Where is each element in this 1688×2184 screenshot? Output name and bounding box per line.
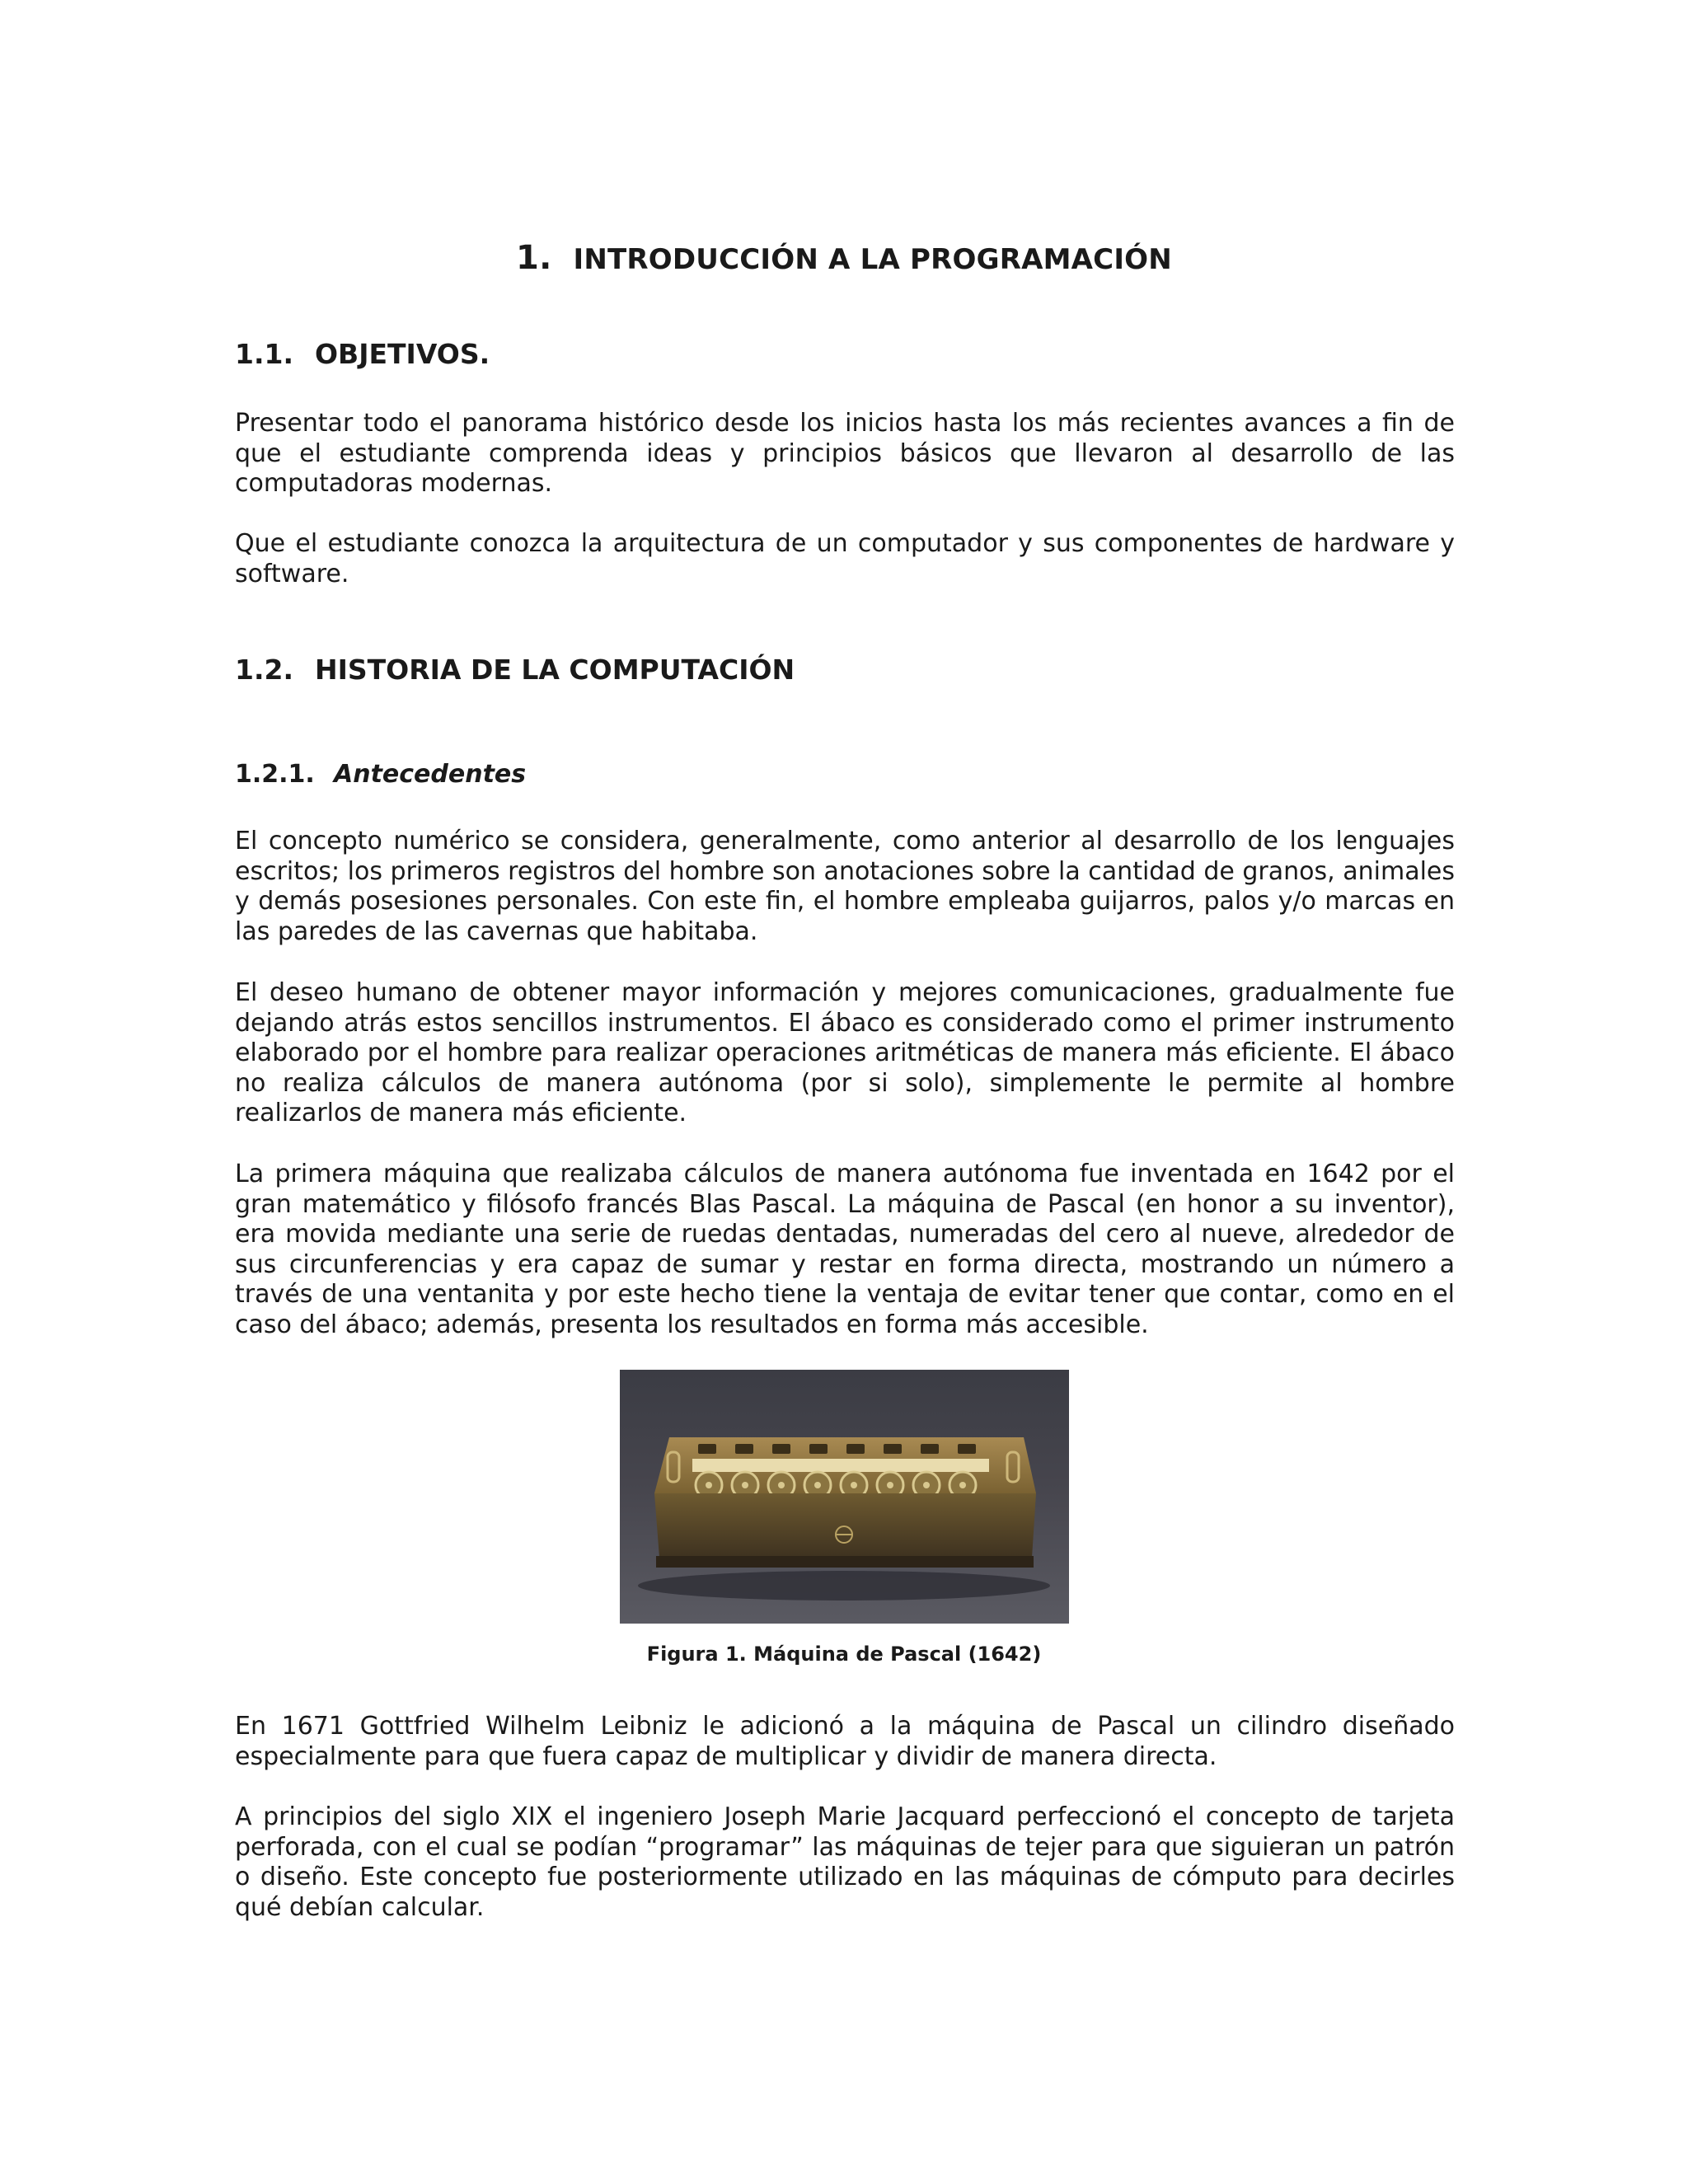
antecedentes-paragraph-3: La primera máquina que realizaba cálculos de manera autónoma fue inventada en 1642 por el gran matemático y filósofo francés Blas Pascal. La máquina de Pascal (en honor a su inventor), era movida mediante una serie de ruedas dentadas, numeradas del cero al nueve, alrededor de sus circunferencias y era capaz de sumar y restar en forma directa, mostrando un número a través de una ventanita y por este hecho tiene la ventaja de evitar tener que contar, como en el caso del ábaco; además, presenta los resultados en forma más accesible. xyxy=(235,1160,1455,1339)
section-heading-historia xyxy=(235,654,795,686)
subsection-heading-antecedentes xyxy=(235,760,526,789)
section-number: 1.2. xyxy=(235,654,293,686)
chapter-number: 1. xyxy=(516,239,552,277)
objetivos-paragraph-1: Presentar todo el panorama histórico desde los inicios hasta los más recientes avances a fin de que el estudiante comprenda ideas y principios básicos que llevaron al desarrollo de las computadoras modernas. xyxy=(235,409,1455,498)
figure-caption: Figura 1. Máquina de Pascal (1642) xyxy=(646,1643,1042,1666)
chapter-title: INTRODUCCIÓN A LA PROGRAMACIÓN xyxy=(573,243,1172,276)
objetivos-paragraph-2: Que el estudiante conozca la arquitectura de un computador y sus componentes de hardware y software. xyxy=(235,529,1455,588)
antecedentes-paragraph-2: El deseo humano de obtener mayor información y mejores comunicaciones, gradualmente fue dejando atrás estos sencillos instrumentos. El ábaco es considerado como el primer instrumento elaborado por el hombre para realizar operaciones aritméticas de manera más eficiente. El ábaco no realiza cálculos de manera autónoma (por si solo), simplemente le permite al hombre realizarlos de manera más eficiente. xyxy=(235,978,1455,1127)
chapter-heading xyxy=(0,239,1688,277)
subsection-number: 1.2.1. xyxy=(235,760,315,789)
subsection-title: Antecedentes xyxy=(334,760,527,789)
section-number: 1.1. xyxy=(235,338,293,370)
leibniz-paragraph: En 1671 Gottfried Wilhelm Leibniz le adicionó a la máquina de Pascal un cilindro diseñado especialmente para que fuera capaz de multiplicar y dividir de manera directa. xyxy=(235,1712,1455,1771)
pascal-machine-image xyxy=(620,1370,1069,1624)
jacquard-paragraph: A principios del siglo XIX el ingeniero Joseph Marie Jacquard perfeccionó el concepto de tarjeta perforada, con el cual se podían “programar” las máquinas de tejer para que siguieran un patrón o diseño. Este concepto fue posteriormente utilizado en las máquinas de cómputo para decirles qué debían calcular. xyxy=(235,1802,1455,1922)
section-title: HISTORIA DE LA COMPUTACIÓN xyxy=(315,654,795,686)
section-title: OBJETIVOS. xyxy=(315,338,490,370)
section-heading-objetivos xyxy=(235,338,490,370)
antecedentes-paragraph-1: El concepto numérico se considera, generalmente, como anterior al desarrollo de los lenguajes escritos; los primeros registros del hombre son anotaciones sobre la cantidad de granos, animales y demás posesiones personales. Con este fin, el hombre empleaba guijarros, palos y/o marcas en las paredes de las cavernas que habitaba. xyxy=(235,827,1455,946)
